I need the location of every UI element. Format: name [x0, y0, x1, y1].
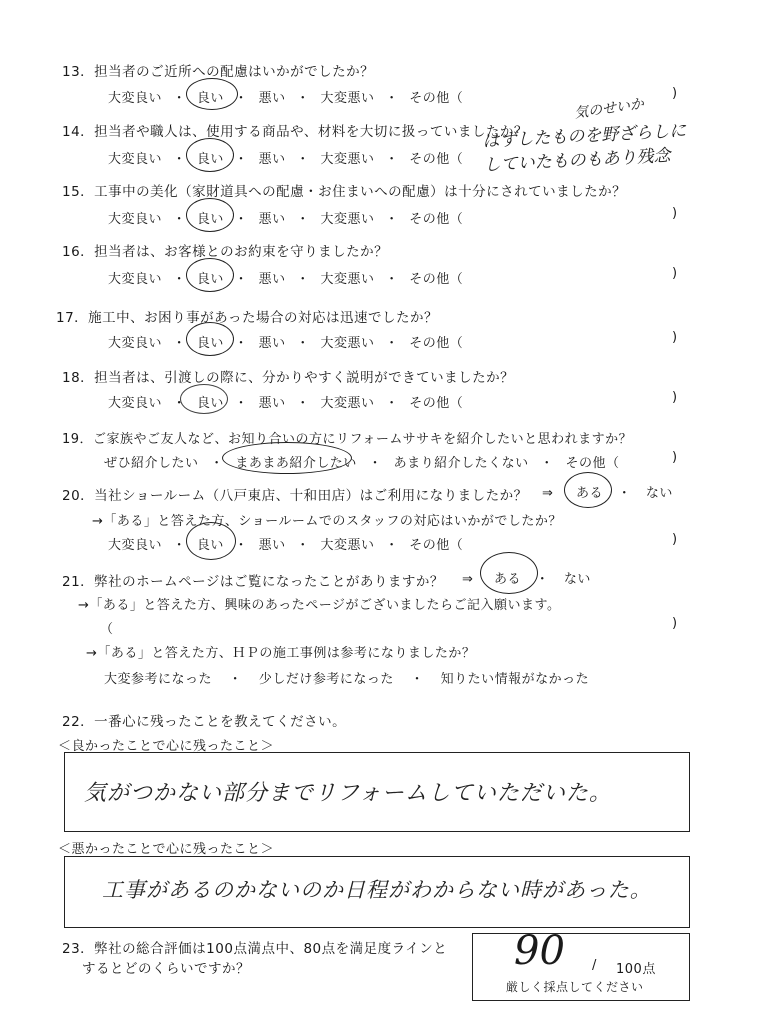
followup-21-pages: →「ある」と答えた方、興味のあったページがございましたらご記入願います。 [78, 598, 561, 613]
question-19: 19．ご家族やご友人など、お知り合いの方にリフォームササキを紹介したいと思われますか？ [62, 432, 633, 447]
score-note: 厳しく採点してください [506, 980, 644, 994]
answer-circle-16 [186, 258, 234, 292]
paren-close-19: ) [672, 450, 678, 465]
answer-circle-14 [186, 138, 234, 172]
question-20: 20．当社ショールーム（八戸東店、十和田店）はご利用になりましたか？ [62, 488, 528, 504]
option-somewhat-helpful[interactable]: 少しだけ参考になった [258, 672, 394, 687]
answer-circle-17 [186, 322, 234, 356]
options-18: 大変良い ・ 良い ・ 悪い ・ 大変悪い ・ その他（ [108, 396, 464, 411]
option-very-good[interactable]: 大変良い [108, 212, 163, 227]
option-very-bad[interactable]: 大変悪い [320, 336, 375, 351]
answer-circle-13 [186, 78, 238, 110]
option-yes[interactable]: ある [494, 572, 522, 587]
option-very-good[interactable]: 大変良い [108, 396, 163, 411]
option-good[interactable]: 良い [196, 272, 224, 287]
option-very-helpful[interactable]: 大変参考になった [104, 672, 213, 687]
option-bad[interactable]: 悪い [258, 538, 286, 553]
good-memory-answer[interactable]: 気がつかない部分までリフォームしていただいた。 [84, 781, 612, 806]
option-very-good[interactable]: 大変良い [108, 538, 163, 553]
option-not-helpful[interactable]: 知りたい情報がなかった [440, 672, 590, 687]
paren-close-13: ) [672, 86, 678, 101]
option-other[interactable]: その他（ [409, 396, 464, 411]
question-13: 13．担当者のご近所への配慮はいかがでしたか？ [62, 64, 375, 80]
option-bad[interactable]: 悪い [258, 212, 286, 227]
option-other[interactable]: その他（ [409, 212, 464, 227]
option-other[interactable]: その他（ [409, 336, 464, 351]
option-very-good[interactable]: 大変良い [108, 91, 163, 106]
question-14: 14．担当者や職人は、使用する商品や、材料を大切に扱っていましたか？ [62, 124, 528, 140]
question-15: 15．工事中の美化（家財道具への配慮・お住まいへの配慮）は十分にされていましたか？ [62, 184, 627, 200]
option-very-bad[interactable]: 大変悪い [320, 396, 375, 411]
option-no[interactable]: ない [645, 486, 673, 501]
option-not-really[interactable]: あまり紹介したくない [393, 456, 529, 471]
option-bad[interactable]: 悪い [258, 91, 286, 106]
homepage-yes-no: ⇒ ある ・ ない [462, 572, 591, 587]
showroom-yes-no: ⇒ ある ・ ない [542, 486, 673, 501]
option-very-bad[interactable]: 大変悪い [320, 272, 375, 287]
followup-21-cases: →「ある」と答えた方、ＨＰの施工事例は参考になりましたか？ [86, 646, 476, 661]
question-21: 21．弊社のホームページはご覧になったことがありますか？ [62, 574, 444, 590]
paren-open-21: （ [100, 622, 114, 637]
score-max: 100点 [616, 962, 656, 977]
handwritten-note-14a: 気のせいか [573, 96, 645, 122]
question-22: 22．一番心に残ったことを教えてください。 [62, 714, 347, 730]
question-17: 17．施工中、お困り事があった場合の対応は迅速でしたか？ [56, 310, 439, 326]
paren-close-18: ) [672, 390, 678, 405]
options-14: 大変良い ・ 良い ・ 悪い ・ 大変悪い ・ その他（ [108, 152, 464, 167]
answer-circle-18 [180, 384, 228, 414]
question-18: 18．担当者は、引渡しの際に、分かりやすく説明ができていましたか？ [62, 370, 515, 386]
question-23-line1: 23．弊社の総合評価は100点満点中、80点を満足度ラインと [62, 941, 448, 957]
option-very-bad[interactable]: 大変悪い [320, 212, 375, 227]
option-bad[interactable]: 悪い [258, 396, 286, 411]
option-bad[interactable]: 悪い [258, 272, 286, 287]
option-other[interactable]: その他（ [565, 456, 620, 471]
option-somewhat[interactable]: まあまあ紹介したい [235, 456, 357, 471]
options-19: ぜひ紹介したい ・ まあまあ紹介したい ・ あまり紹介したくない ・ その他（ [104, 456, 620, 471]
score-slash: / [592, 958, 597, 973]
option-good[interactable]: 良い [196, 152, 224, 167]
option-good[interactable]: 良い [196, 336, 224, 351]
option-other[interactable]: その他（ [409, 152, 464, 167]
question-16: 16．担当者は、お客様とのお約束を守りましたか？ [62, 244, 389, 260]
good-memory-label: ＜良かったことで心に残ったこと＞ [58, 739, 275, 754]
answer-circle-20-yes [564, 472, 612, 508]
option-very-bad[interactable]: 大変悪い [320, 152, 375, 167]
options-16: 大変良い ・ 良い ・ 悪い ・ 大変悪い ・ その他（ [108, 272, 464, 287]
answer-circle-15 [186, 198, 234, 232]
option-good[interactable]: 良い [196, 212, 224, 227]
option-other[interactable]: その他（ [409, 272, 464, 287]
paren-close-16: ) [672, 266, 678, 281]
option-very-good[interactable]: 大変良い [108, 152, 163, 167]
options-15: 大変良い ・ 良い ・ 悪い ・ 大変悪い ・ その他（ [108, 212, 464, 227]
answer-circle-20 [186, 522, 236, 560]
followup-20: →「ある」と答えた方、ショールームでのスタッフの対応はいかがでしたか？ [92, 514, 562, 529]
paren-close-17: ) [672, 330, 678, 345]
answer-circle-21-yes [480, 552, 538, 594]
options-21: 大変参考になった ・ 少しだけ参考になった ・ 知りたい情報がなかった [104, 672, 590, 687]
options-20: 大変良い ・ 良い ・ 悪い ・ 大変悪い ・ その他（ [108, 538, 464, 553]
option-bad[interactable]: 悪い [258, 152, 286, 167]
option-no[interactable]: ない [563, 572, 591, 587]
score-value[interactable]: 90 [514, 928, 565, 974]
option-very-bad[interactable]: 大変悪い [320, 538, 375, 553]
paren-close-15: ) [672, 206, 678, 221]
option-good[interactable]: 良い [196, 396, 224, 411]
bad-memory-label: ＜悪かったことで心に残ったこと＞ [58, 842, 275, 857]
option-good[interactable]: 良い [196, 538, 224, 553]
bad-memory-answer[interactable]: 工事があるのかないのか日程がわからない時があった。 [102, 878, 652, 902]
answer-circle-19 [222, 442, 352, 474]
paren-close-21: ) [672, 616, 678, 631]
arrow-right-icon: ⇒ [462, 572, 474, 587]
option-very-good[interactable]: 大変良い [108, 272, 163, 287]
option-other[interactable]: その他（ [409, 538, 464, 553]
option-yes[interactable]: ある [576, 486, 604, 501]
options-17: 大変良い ・ 良い ・ 悪い ・ 大変悪い ・ その他（ [108, 336, 464, 351]
option-very-good[interactable]: 大変良い [108, 336, 163, 351]
paren-close-20: ) [672, 532, 678, 547]
arrow-right-icon: ⇒ [542, 486, 554, 501]
handwritten-note-14b: はずしたものを野ざらしにしていたものもあり残念 [481, 121, 687, 176]
option-good[interactable]: 良い [196, 91, 224, 106]
option-bad[interactable]: 悪い [258, 336, 286, 351]
option-very-bad[interactable]: 大変悪い [320, 91, 375, 106]
option-other[interactable]: その他（ [409, 91, 464, 106]
question-23-line2: するとどのくらいですか？ [82, 961, 250, 977]
options-13: 大変良い ・ 良い ・ 悪い ・ 大変悪い ・ その他（ [108, 91, 464, 106]
option-definitely[interactable]: ぜひ紹介したい [104, 456, 199, 471]
